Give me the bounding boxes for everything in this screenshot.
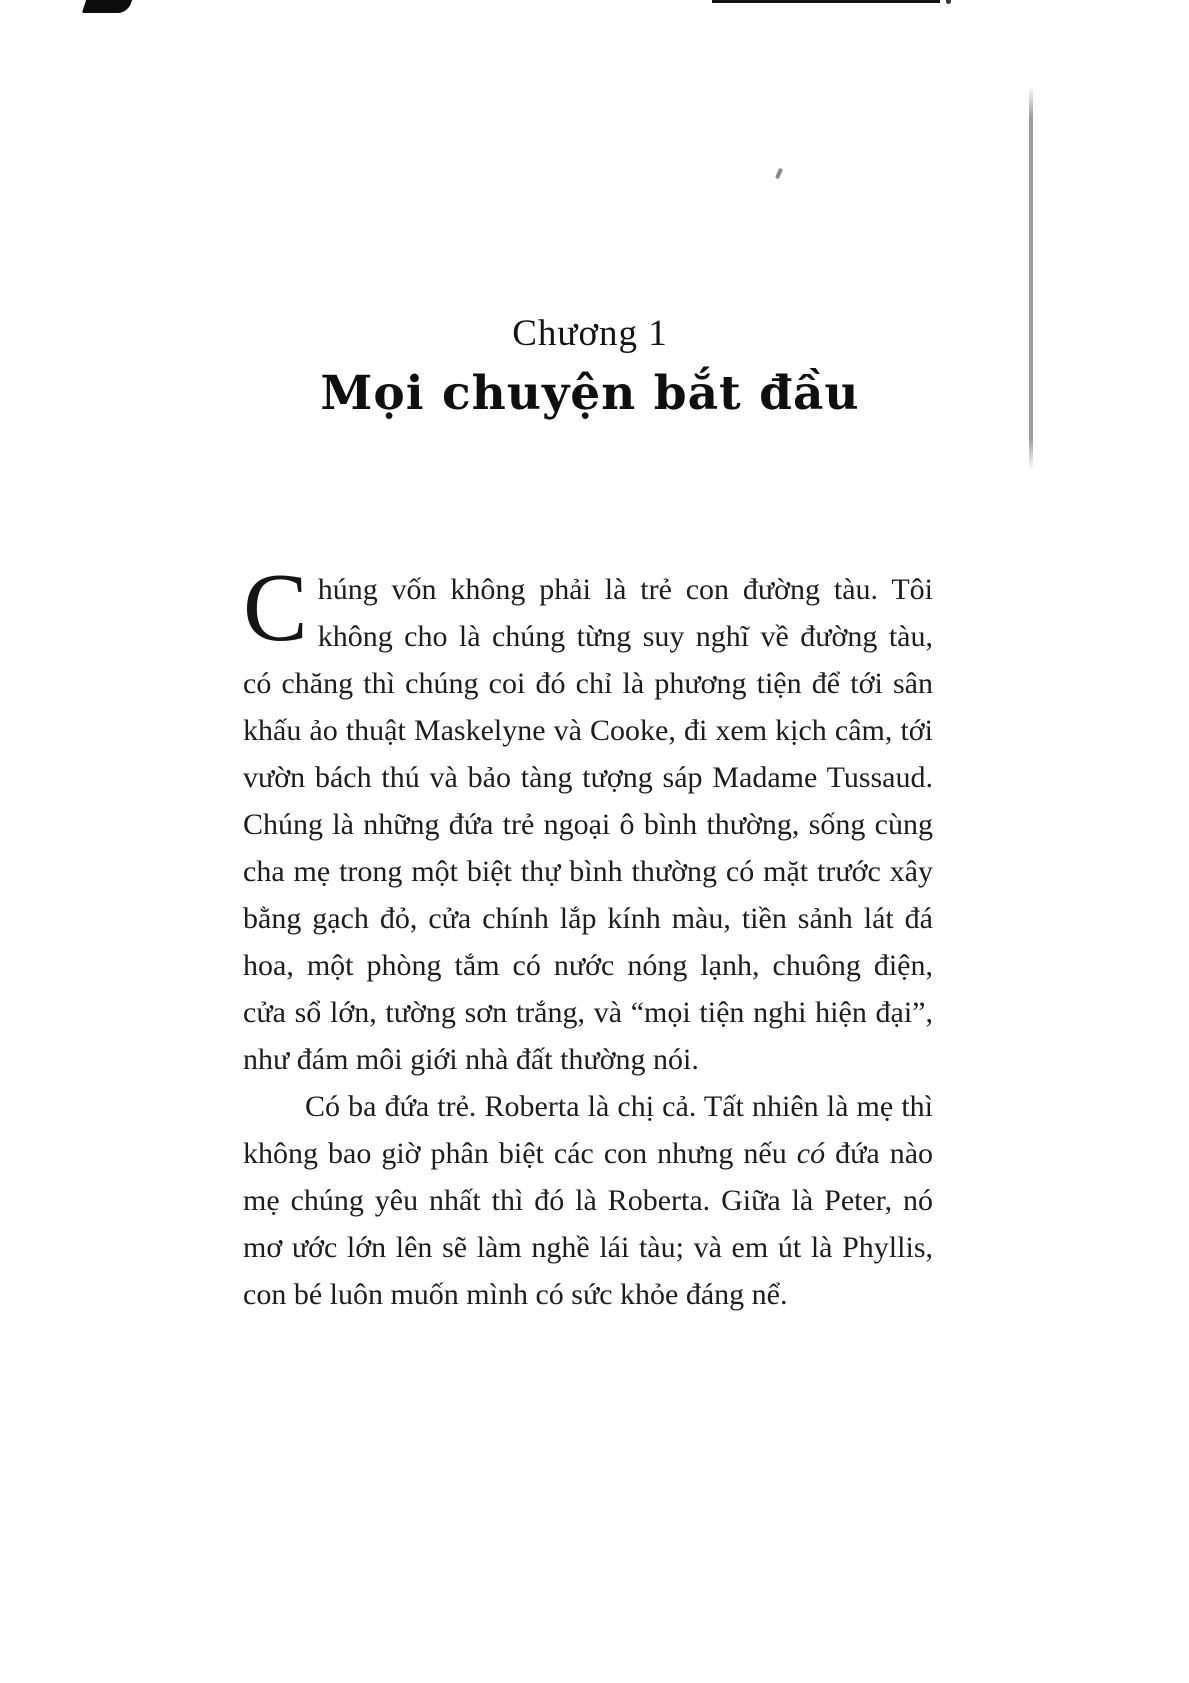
body-text bbox=[243, 554, 934, 1318]
paragraph-1 bbox=[243, 554, 933, 1083]
paragraph-2-text-b: đứa nào mẹ chúng yêu nhất thì đó là Roberta. Giữa là Peter, nó mơ ước lớn lên sẽ làm nghề lái tàu; và em út là Phyllis, con bé luôn muốn mình có sức khỏe đáng nể. bbox=[243, 1137, 934, 1311]
scan-mark-top-left bbox=[82, 0, 132, 13]
chapter-title: Mọi chuyện bắt đầu bbox=[320, 366, 860, 421]
chapter-label: Chương 1 bbox=[512, 313, 668, 354]
drop-cap: C bbox=[243, 554, 308, 661]
scan-speck bbox=[775, 168, 783, 180]
paragraph-2 bbox=[243, 1083, 933, 1318]
paragraph-2-italic-word: có bbox=[796, 1137, 826, 1170]
scan-line-top-right bbox=[712, 0, 940, 3]
paragraph-2-text-a: Có ba đứa trẻ. Roberta là chị cả. Tất nhiên là mẹ thì không bao giờ phân biệt các con nhưng nếu bbox=[243, 1090, 933, 1170]
scan-dot-top-right bbox=[946, 0, 951, 4]
paragraph-1-text: húng vốn không phải là trẻ con đường tàu. Tôi không cho là chúng từng suy nghĩ về đường tàu, có chăng thì chúng coi đó chỉ là phương tiện để tới sân khấu ảo thuật Maskelyne và Cooke, đi xem kịch câm, tới vườn bách thú và bảo tàng tượng sáp Madame Tussaud. Chúng là những đứa trẻ ngoại ô bình thường, sống cùng cha mẹ trong một biệt thự bình thường có mặt trước xây bằng gạch đỏ, cửa chính lắp kính màu, tiền sảnh lát đá hoa, một phòng tắm có nước nóng lạnh, chuông điện, cửa sổ lớn, tường sơn trắng, và “mọi tiện nghi hiện đại”, như đám môi giới nhà đất thường nói. bbox=[243, 573, 933, 1076]
